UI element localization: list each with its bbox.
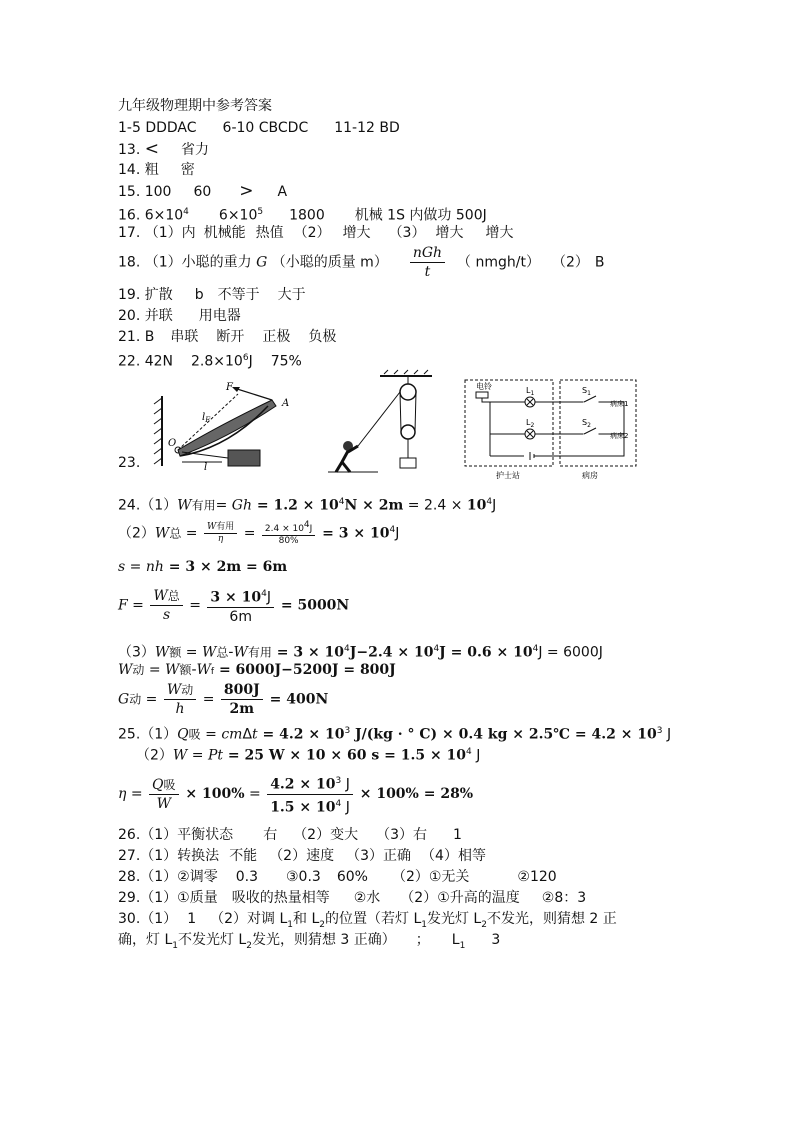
nurse-station-label: 护士站	[496, 471, 520, 480]
q24-frac-pulley-value: $\frac{800J}{2m}$	[221, 681, 263, 718]
q13: 13. < 省力	[118, 139, 209, 159]
weight-block	[228, 450, 260, 466]
q24-line1: 24.（1）W有用= $Gh = 1.2 \times 10^4N \times 2m = 2.4 \times 10^4J$	[118, 497, 497, 514]
lever-arm	[178, 400, 276, 456]
label-A: A	[282, 398, 290, 409]
S1-label: $S_1$	[582, 386, 591, 397]
q26: 26.（1）平衡状态 右 （2）变大 （3）右 1	[118, 827, 462, 843]
rope-to-weight	[182, 452, 228, 458]
q24-frac-pulley: $\frac{\text{W动}}{h}$	[164, 681, 196, 718]
wall-hatch	[154, 398, 162, 464]
q24-line7: G动 = $\frac{\text{W动}}{h}$ = $\frac{800J}{2m}$ = 400N	[118, 682, 329, 717]
q17: 17. （1）内 机械能 热值 （2） 增大 （3） 增大 增大	[118, 225, 514, 241]
L1-label: $L_1$	[526, 386, 535, 397]
q25-frac-efficiency-value: $\frac{4.2 \times 10^3 J}{1.5 \times 10^4 J}$	[267, 772, 353, 816]
q25-frac-efficiency: $\frac{\text{Q吸}}{W}$	[149, 776, 179, 813]
bell-label: 电铃	[476, 382, 492, 391]
switch1-gap	[584, 398, 598, 406]
S2-label: $S_2$	[582, 418, 591, 429]
left-wire	[482, 398, 490, 456]
pull-rope	[358, 392, 400, 446]
force-arrow	[234, 388, 272, 400]
ward-box	[560, 380, 636, 466]
q25-line2: （2）W = Pt = 25 W × 10 × 60 $s = 1.5 \times 10^4$ J	[136, 747, 481, 764]
L2-label: $L_2$	[526, 418, 535, 429]
label-l2: l	[204, 462, 208, 473]
q25-line1: 25.（1）Q吸 = $cm\Delta t = 4.2 \times 10^3$ J/(kg · ° C) × 0.4 kg × 2.5℃ = $4.2 \times 10^3$ J	[118, 726, 672, 743]
switch2-gap	[584, 430, 598, 438]
q19: 19. 扩散 b 不等于 大于	[118, 287, 306, 303]
q23-label: 23.	[118, 455, 141, 471]
q24-line6: W动 = W额-Wf = 6000J−5200J = 800J	[118, 662, 396, 678]
q24-line2: （2）W总 = $\frac{\text{W有用}}{\eta}$ = $\frac{2.4 \times 10^4J}{80\%}$ = $3 \times 10^4J$	[118, 520, 400, 546]
q30-line1: 30.（1） 1 （2）对调 $L_1$和 $L_2$的位置（若灯 $L_1$发光灯 $L_2$不发光，则猜想 2 正	[118, 911, 617, 930]
q24-frac-value: $\frac{2.4 \times 10^4J}{80\%}$	[262, 520, 315, 547]
bell-icon	[476, 392, 488, 398]
pulley-diagram	[318, 374, 438, 474]
lever-diagram	[148, 378, 298, 473]
rope-right	[415, 392, 416, 432]
label-O: O	[168, 438, 177, 449]
q15: 15. 100 60 > A	[118, 181, 288, 201]
q18-fraction: $\frac{\text{nGh}}{t}$	[410, 244, 445, 281]
q22: 22. 42N $2.8\times 10^6J$ 75%	[118, 353, 302, 370]
q18: 18. （1）小聪的重力 G （小聪的质量 m） $\frac{\text{nGh}}{t}$ （ nmgh/t） （2） B	[118, 245, 605, 280]
q24-line5: （3）W额 = W总-W有用 = $3 \times 10^4J-2.4 \times 10^4J = 0.6 \times 10^4J = 6000J$	[118, 644, 603, 661]
q20: 20. 并联 用电器	[118, 308, 241, 324]
bed2-label: 病床2	[610, 432, 629, 440]
q28: 28.（1）②调零 0.3 ③0.3 60% （2）①无关 ②120	[118, 869, 557, 885]
q24-frac-force: $\frac{\text{W总}}{s}$	[150, 587, 182, 624]
q24-frac-force-value: $\frac{3 \times 10^4J}{6m}$	[207, 585, 274, 626]
q24-line3: s = nh = 3 × 2m = 6m	[118, 559, 288, 575]
q24-frac-useful: $\frac{\text{W有用}}{\eta}$	[204, 522, 237, 545]
movable-pulley	[401, 425, 415, 439]
ceiling-hatch	[384, 370, 428, 374]
q21: 21. B 串联 断开 正极 负极	[118, 329, 337, 345]
mc-answers: 1-5 DDDAC 6-10 CBCDC 11-12 BD	[118, 120, 400, 136]
fixed-pulley	[400, 384, 416, 400]
page-title: 九年级物理期中参考答案	[118, 98, 272, 114]
label-F: F	[226, 382, 233, 393]
q16: 16. $6\times 10^4$ $6\times 10^5$ 1800 机械 1S 内做功 500J	[118, 207, 487, 224]
nurse-station-box	[465, 380, 553, 466]
ward-label: 病房	[582, 471, 598, 480]
rope-left	[400, 392, 401, 432]
label-l1: $l_F$	[202, 412, 211, 424]
q25-line3: η = $\frac{\text{Q吸}}{W}$ × 100% = $\frac{4.2 \times 10^3 J}{1.5 \times 10^4 J}$ × 100% = 28%	[118, 772, 473, 816]
q27: 27.（1）转换法 不能 （2）速度 （3）正确 （4）相等	[118, 848, 486, 864]
circuit-diagram	[464, 378, 638, 480]
q24-line4: F = $\frac{\text{W总}}{s}$ = $\frac{3 \times 10^4J}{6m}$ = 5000N	[118, 585, 349, 626]
q14: 14. 粗 密	[118, 162, 195, 178]
bed1-label: 病床1	[610, 400, 629, 408]
battery-wire	[490, 402, 624, 460]
q30-line2: 确，灯 $L_1$不发光灯 $L_2$发光，则猜想 3 正确） ； $L_1$ 3	[118, 932, 501, 951]
hanging-weight	[400, 458, 416, 468]
q29: 29.（1）①质量 吸收的热量相等 ②水 （2）①升高的温度 ②8：3	[118, 890, 587, 906]
